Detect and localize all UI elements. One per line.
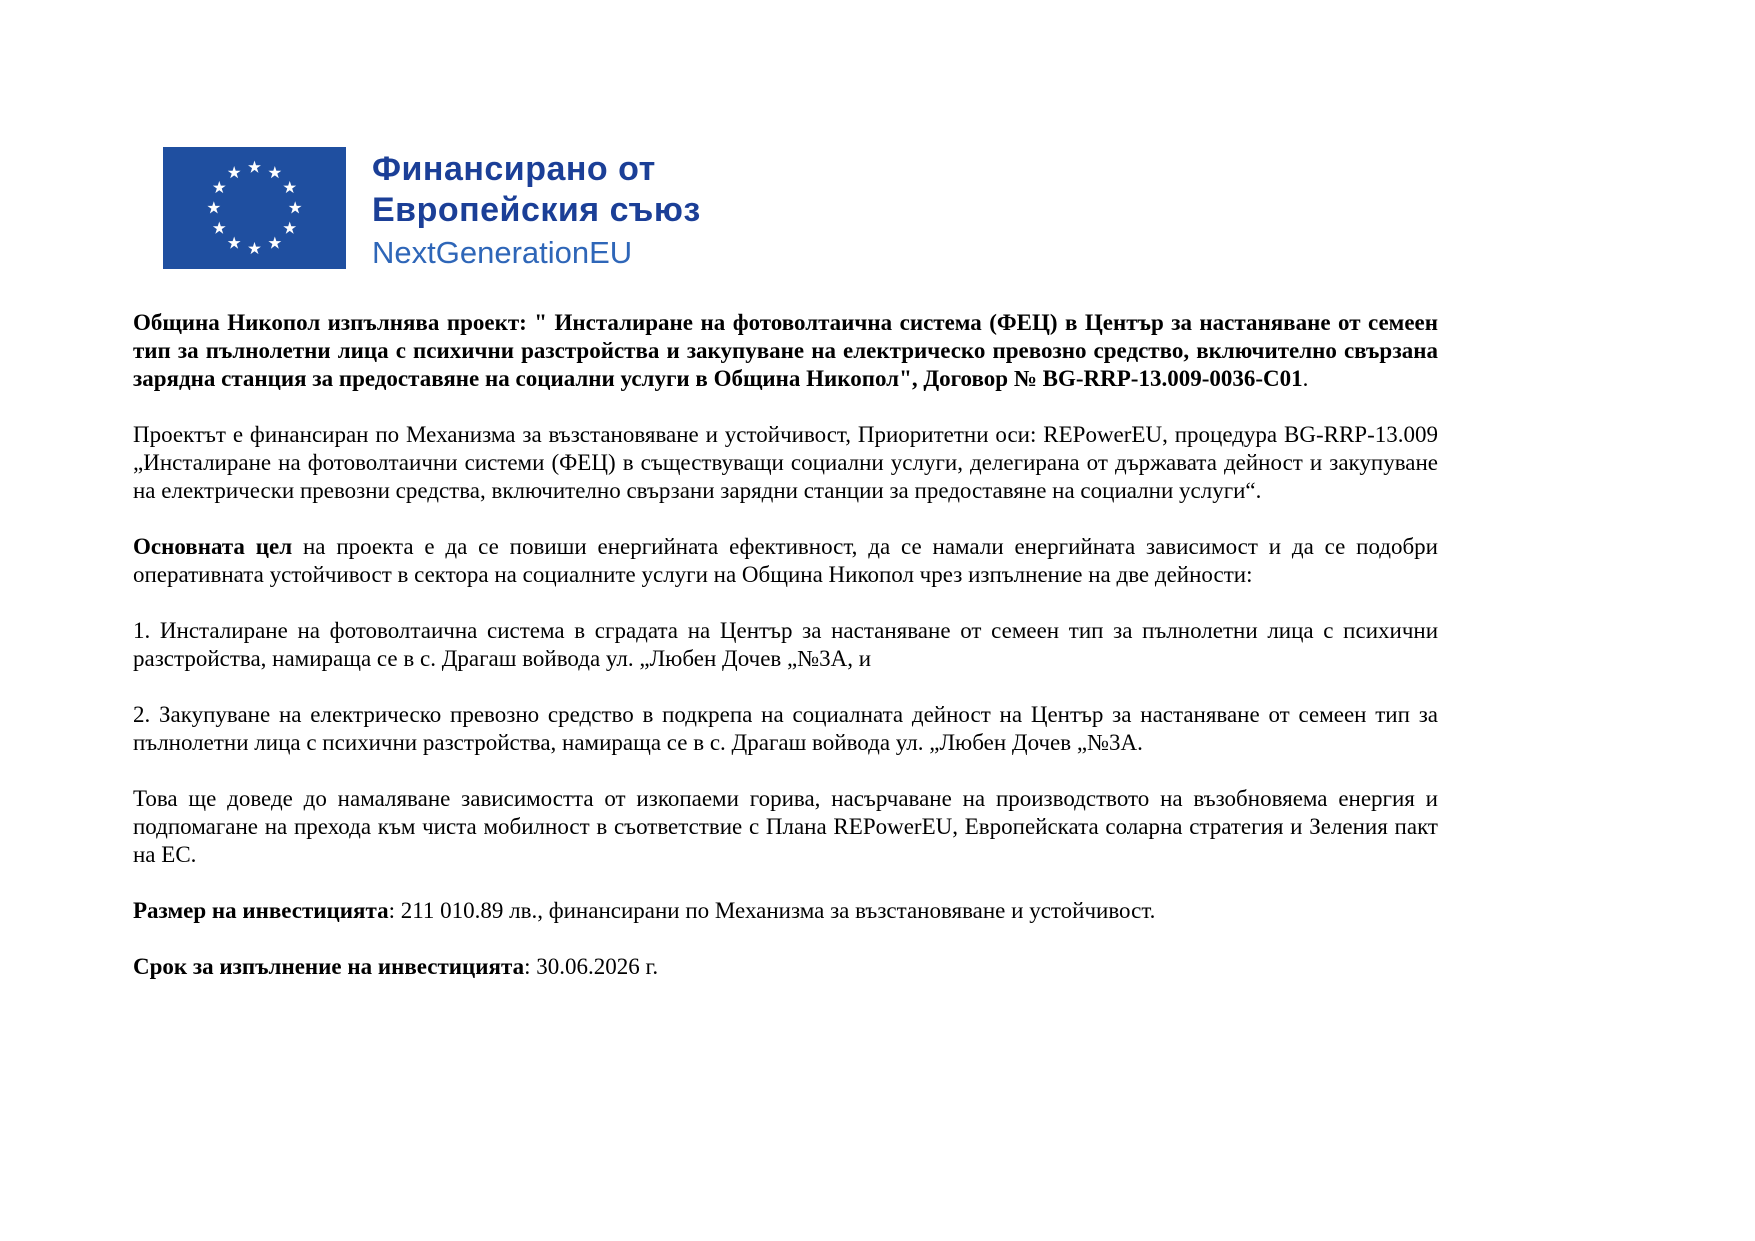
paragraph-financing <box>133 421 1438 505</box>
paragraph-project-title <box>133 309 1438 393</box>
eu-funding-logo-text <box>372 147 701 272</box>
paragraph-regular-text: : 30.06.2026 г. <box>524 954 659 979</box>
paragraph-activity-1 <box>133 617 1438 673</box>
paragraph-regular-text: 2. Закупуване на електрическо превозно средство в подкрепа на социалната дейност на Център за настаняване от семеен тип за пълнолетни лица с психични разстройства, намираща се в с. Драгаш войвода ул. „Любен Дочев „№3А. <box>133 702 1438 755</box>
document-body <box>133 309 1438 981</box>
funded-by-line1: Финансирано от <box>372 150 656 188</box>
funded-by-line2: Европейския съюз <box>372 191 701 229</box>
paragraph-regular-text: Това ще доведе до намаляване зависимостта от изкопаеми горива, насърчаване на производството на възобновяема енергия и подпомагане на прехода към чиста мобилност в съответствие с Плана REPowerEU, Европейската соларна стратегия и Зеления пакт на ЕС. <box>133 786 1438 867</box>
paragraph-bold-text: Основната цел <box>133 534 293 559</box>
paragraph-bold-text: Община Никопол изпълнява проект: " Инсталиране на фотоволтаична система (ФЕЦ) в Център за настаняване от семеен тип за пълнолетни лица с психични разстройства и закупуване на електрическо превозно средство, включително свързана зарядна станция за предоставяне на социални услуги в Община Никопол", Договор № BG-RRP-13.009-0036-C01 <box>133 310 1438 391</box>
eu-flag-icon <box>163 147 346 269</box>
paragraph-regular-text: Проектът е финансиран по Механизма за възстановяване и устойчивост, Приоритетни оси: REPowerEU, процедура BG-RRP-13.009 „Инсталиране на фотоволтаични системи (ФЕЦ) в съществуващи социални услуги, делегирана от държавата дейност и закупуване на електрически превозни средства, включително свързани зарядни станции за предоставяне на социални услуги“. <box>133 422 1438 503</box>
next-generation-eu-label: NextGenerationEU <box>372 235 633 270</box>
paragraph-bold-text: Срок за изпълнение на инвестицията <box>133 954 525 979</box>
eu-funding-logo <box>163 147 1438 271</box>
paragraph-regular-text: : 211 010.89 лв., финансирани по Механизма за възстановяване и устойчивост. <box>388 898 1156 923</box>
paragraph-regular-text: на проекта е да се повиши енергийната ефективност, да се намали енергийната зависимост и да се подобри оперативната устойчивост в сектора на социалните услуги на Община Никопол чрез изпълнение на две дейности: <box>133 534 1438 587</box>
paragraph-deadline <box>133 953 1438 981</box>
paragraph-regular-text: . <box>1302 366 1309 391</box>
paragraph-impact <box>133 785 1438 869</box>
paragraph-regular-text: 1. Инсталиране на фотоволтаична система в сградата на Център за настаняване от семеен тип за пълнолетни лица с психични разстройства, намираща се в с. Драгаш войвода ул. „Любен Дочев „№3А, и <box>133 618 1438 671</box>
paragraph-activity-2 <box>133 701 1438 757</box>
paragraph-investment-size <box>133 897 1438 925</box>
paragraph-bold-text: Размер на инвестицията <box>133 898 389 923</box>
paragraph-main-goal <box>133 533 1438 589</box>
